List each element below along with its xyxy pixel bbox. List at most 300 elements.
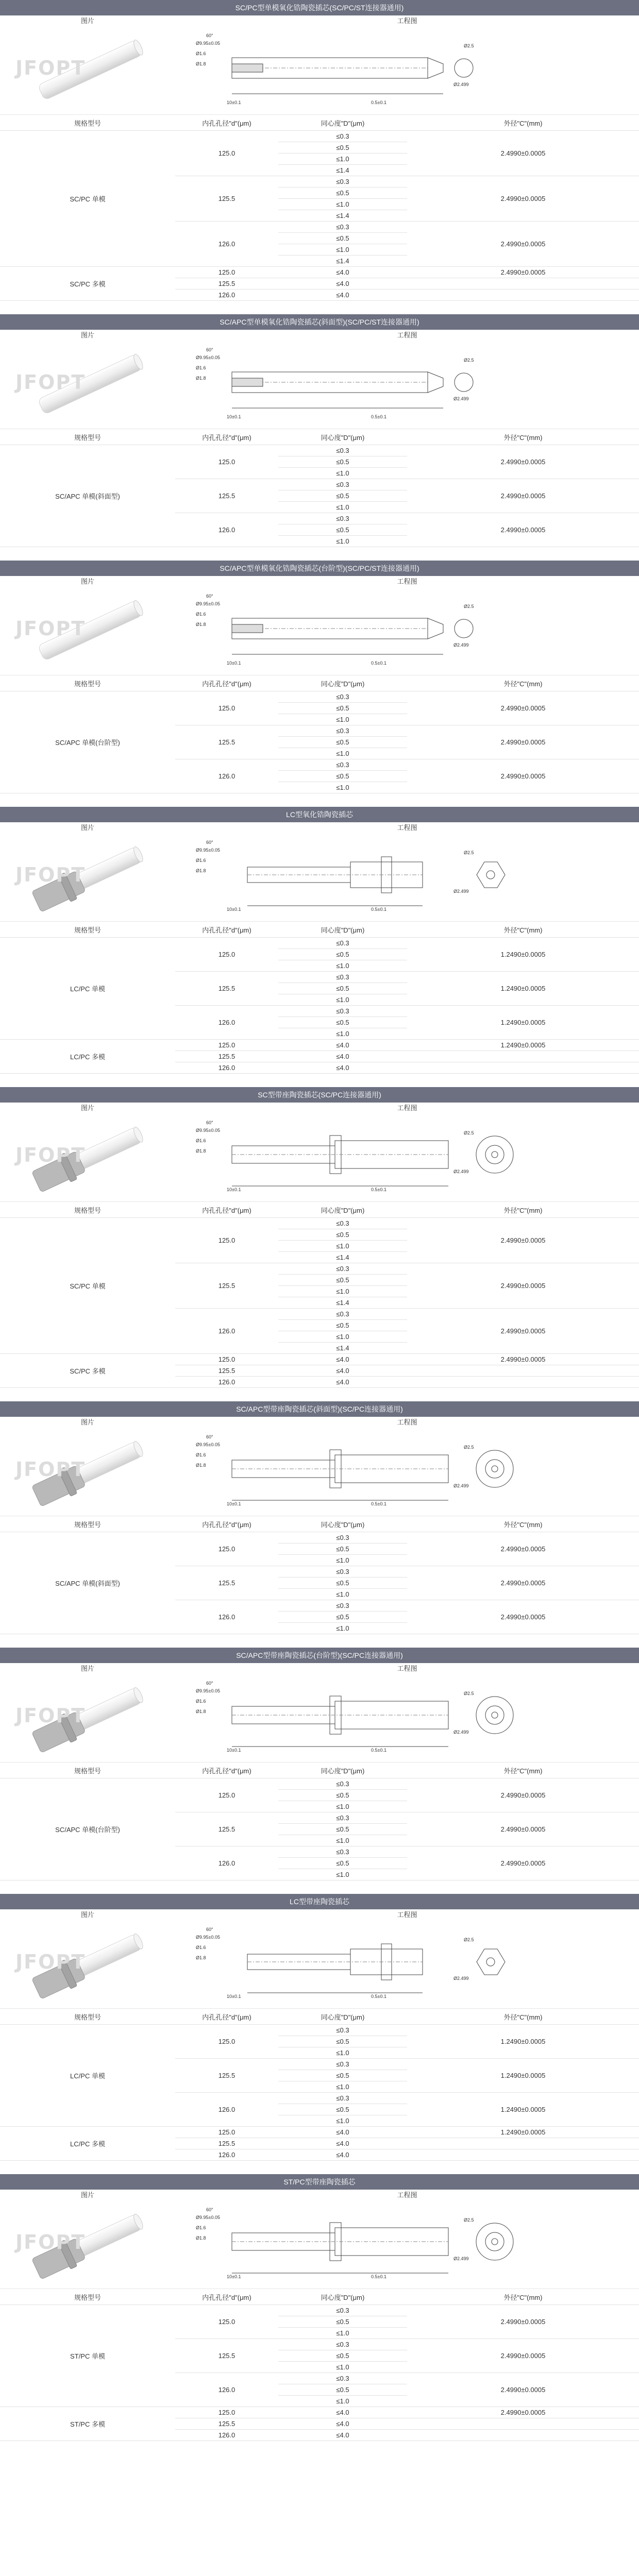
spec-header-model: 规格型号: [0, 1202, 175, 1218]
dimension-label-d2: Ø1.6: [196, 858, 206, 863]
dimension-label-d2: Ø1.6: [196, 365, 206, 370]
concentricity-cell: ≤0.5: [278, 1320, 407, 1331]
drawing-area: [175, 834, 639, 921]
concentricity-cell: ≤0.5: [278, 703, 407, 714]
spec-header-outer: 外径"C"(mm): [407, 2009, 639, 2025]
engineering-drawing: [175, 2201, 639, 2289]
dimension-label-d5: Ø2.5: [464, 1937, 474, 1942]
drawing-column-header: 工程图: [397, 824, 417, 832]
outer-diameter-cell: 2.4990±0.0005: [407, 759, 639, 793]
product-section: [0, 793, 639, 1074]
dimension-label-d3: Ø1.8: [196, 868, 206, 873]
dimension-label-d2: Ø1.6: [196, 1945, 206, 1950]
dimension-label-d4: 10±0.1: [227, 414, 241, 419]
model-cell: LC/PC 单模: [0, 938, 175, 1040]
spec-header-row: [0, 115, 639, 131]
dimension-label-d5: Ø2.5: [464, 850, 474, 855]
concentricity-cell: ≤0.3: [278, 972, 407, 983]
concentricity-cell: ≤0.5: [278, 1578, 407, 1589]
dimension-label-d7: 60°: [206, 840, 213, 845]
product-photo: [0, 1428, 175, 1516]
concentricity-cell: ≤1.0: [278, 1835, 407, 1846]
dimension-label-d6: Ø2.499: [453, 889, 469, 894]
outer-diameter-cell: 1.2490±0.0005: [407, 2059, 639, 2093]
dimension-label-d7: 60°: [206, 1927, 213, 1932]
spec-header-outer: 外径"C"(mm): [407, 675, 639, 691]
drawing-area: [175, 587, 639, 675]
inner-diameter-cell: 125.0: [175, 1532, 278, 1566]
concentricity-cell: ≤0.5: [278, 233, 407, 244]
dimension-label-d4: 10±0.1: [227, 907, 241, 912]
dimension-label-d3: Ø1.8: [196, 2235, 206, 2241]
concentricity-cell: ≤4.0: [278, 2149, 407, 2161]
outer-diameter-cell: 2.4990±0.0005: [407, 1532, 639, 1566]
dimension-label-d6: Ø2.499: [453, 1483, 469, 1488]
inner-diameter-cell: 126.0: [175, 2373, 278, 2407]
concentricity-cell: ≤4.0: [278, 2418, 407, 2430]
brand-watermark: JFOPT: [15, 863, 86, 886]
section-gap: [0, 1388, 639, 1401]
table-row: [0, 2407, 639, 2418]
concentricity-cell: ≤0.5: [278, 1790, 407, 1801]
dimension-label-d4: 10±0.1: [227, 1501, 241, 1506]
spec-header-model: 规格型号: [0, 2289, 175, 2305]
spec-header-row: [0, 429, 639, 445]
concentricity-cell: ≤1.0: [278, 1331, 407, 1343]
image-header-row: [0, 330, 639, 341]
table-row: [0, 938, 639, 949]
concentricity-cell: ≤0.5: [278, 490, 407, 502]
figure-row: [0, 27, 639, 115]
inner-diameter-cell: 126.0: [175, 1006, 278, 1040]
spec-header-row: [0, 675, 639, 691]
inner-diameter-cell: 125.5: [175, 725, 278, 759]
spec-header-conc: 同心度"D"(μm): [278, 115, 407, 131]
concentricity-cell: ≤0.3: [278, 131, 407, 142]
dimension-label-d1: Ø9.95±0.05: [196, 601, 220, 606]
brand-watermark: JFOPT: [15, 2231, 86, 2253]
product-photo: [0, 587, 175, 675]
concentricity-cell: ≤0.3: [278, 2059, 407, 2070]
dimension-label-d1: Ø9.95±0.05: [196, 1935, 220, 1940]
dimension-label-d1: Ø9.95±0.05: [196, 1688, 220, 1693]
spec-table: [0, 115, 639, 301]
outer-diameter-cell: 2.4990±0.0005: [407, 2305, 639, 2339]
concentricity-cell: ≤0.5: [278, 2104, 407, 2115]
spec-table: [0, 2009, 639, 2161]
spec-header-inner: 内孔孔径"d"(μm): [175, 922, 278, 938]
outer-diameter-cell: 1.2490±0.0005: [407, 2093, 639, 2127]
concentricity-cell: ≤1.0: [278, 199, 407, 210]
brand-watermark: JFOPT: [15, 1704, 86, 1727]
outer-diameter-cell: [407, 2418, 639, 2430]
dimension-label-d5: Ø2.5: [464, 43, 474, 48]
brand-watermark: JFOPT: [15, 1144, 86, 1166]
dimension-label-d5: Ø2.5: [464, 604, 474, 609]
dimension-label-d3: Ø1.8: [196, 1955, 206, 1960]
engineering-drawing: [175, 1674, 639, 1762]
concentricity-cell: ≤1.0: [278, 1623, 407, 1634]
inner-diameter-cell: 126.0: [175, 1062, 278, 1074]
concentricity-cell: ≤0.3: [278, 759, 407, 771]
spec-header-row: [0, 1202, 639, 1218]
product-photo: [0, 2201, 175, 2289]
inner-diameter-cell: 125.5: [175, 1566, 278, 1600]
concentricity-cell: ≤1.4: [278, 165, 407, 176]
concentricity-cell: ≤0.5: [278, 524, 407, 536]
spec-header-conc: 同心度"D"(μm): [278, 2289, 407, 2305]
product-section: [0, 0, 639, 301]
dimension-label-d2: Ø1.6: [196, 2225, 206, 2230]
concentricity-cell: ≤1.0: [278, 2115, 407, 2127]
dimension-label-d2: Ø1.6: [196, 51, 206, 56]
product-section: [0, 547, 639, 793]
concentricity-cell: ≤0.5: [278, 949, 407, 960]
figure-row: [0, 2201, 639, 2289]
inner-diameter-cell: 125.5: [175, 278, 278, 290]
spec-header-row: [0, 2289, 639, 2305]
spec-header-conc: 同心度"D"(μm): [278, 922, 407, 938]
inner-diameter-cell: 125.5: [175, 1263, 278, 1309]
engineering-drawing: [175, 341, 639, 429]
outer-diameter-cell: 2.4990±0.0005: [407, 1778, 639, 1812]
outer-diameter-cell: 2.4990±0.0005: [407, 1218, 639, 1263]
outer-diameter-cell: 2.4990±0.0005: [407, 1846, 639, 1880]
spec-header-outer: 外径"C"(mm): [407, 115, 639, 131]
spec-header-outer: 外径"C"(mm): [407, 429, 639, 445]
spec-header-row: [0, 922, 639, 938]
concentricity-cell: ≤4.0: [278, 1040, 407, 1051]
outer-diameter-cell: [407, 1051, 639, 1062]
table-row: [0, 267, 639, 278]
spec-header-row: [0, 2009, 639, 2025]
drawing-column-header: 工程图: [397, 2191, 417, 2199]
dimension-label-d6: Ø2.499: [453, 1169, 469, 1174]
dimension-label-d3: Ø1.8: [196, 1709, 206, 1714]
inner-diameter-cell: 125.0: [175, 2407, 278, 2418]
concentricity-cell: ≤0.3: [278, 1309, 407, 1320]
concentricity-cell: ≤1.0: [278, 2362, 407, 2373]
dimension-label-d4: 10±0.1: [227, 1748, 241, 1753]
table-row: [0, 131, 639, 142]
concentricity-cell: ≤1.0: [278, 748, 407, 759]
dimension-label-d2: Ø1.6: [196, 612, 206, 617]
drawing-area: [175, 1428, 639, 1516]
product-section: [0, 301, 639, 547]
image-column-header: 图片: [80, 1104, 94, 1112]
concentricity-cell: ≤0.3: [278, 222, 407, 233]
inner-diameter-cell: 126.0: [175, 1846, 278, 1880]
engineering-drawing: [175, 1921, 639, 2008]
dimension-label-d1: Ø9.95±0.05: [196, 1442, 220, 1447]
brand-watermark: JFOPT: [15, 1951, 86, 1973]
concentricity-cell: ≤4.0: [278, 278, 407, 290]
outer-diameter-cell: 2.4990±0.0005: [407, 176, 639, 222]
brand-watermark: JFOPT: [15, 57, 86, 79]
dimension-label-d3: Ø1.8: [196, 1463, 206, 1468]
dimension-label-d8: 0.5±0.1: [371, 1994, 386, 1999]
drawing-area: [175, 341, 639, 429]
table-row: [0, 2127, 639, 2138]
spec-header-conc: 同心度"D"(μm): [278, 1762, 407, 1778]
model-cell: SC/PC 单模: [0, 131, 175, 267]
model-cell: LC/PC 多模: [0, 1040, 175, 1074]
concentricity-cell: ≤4.0: [278, 1354, 407, 1365]
section-title: SC/APC型带座陶瓷插芯(台阶型)(SC/PC连接器通用): [0, 1648, 639, 1663]
outer-diameter-cell: 1.2490±0.0005: [407, 972, 639, 1006]
inner-diameter-cell: 125.0: [175, 691, 278, 725]
inner-diameter-cell: 125.5: [175, 1365, 278, 1377]
section-title: LC型氧化锆陶瓷插芯: [0, 807, 639, 822]
inner-diameter-cell: 126.0: [175, 2149, 278, 2161]
outer-diameter-cell: 2.4990±0.0005: [407, 2339, 639, 2373]
image-header-row: [0, 15, 639, 27]
figure-row: [0, 834, 639, 922]
concentricity-cell: ≤1.4: [278, 256, 407, 267]
concentricity-cell: ≤4.0: [278, 1051, 407, 1062]
dimension-label-d1: Ø9.95±0.05: [196, 2215, 220, 2220]
image-column-header: 图片: [80, 2191, 94, 2199]
inner-diameter-cell: 126.0: [175, 2093, 278, 2127]
dimension-label-d1: Ø9.95±0.05: [196, 41, 220, 46]
figure-row: [0, 587, 639, 675]
concentricity-cell: ≤0.5: [278, 2350, 407, 2362]
drawing-area: [175, 2201, 639, 2289]
dimension-label-d5: Ø2.5: [464, 358, 474, 363]
inner-diameter-cell: 126.0: [175, 513, 278, 547]
model-cell: ST/PC 单模: [0, 2305, 175, 2407]
concentricity-cell: ≤0.5: [278, 771, 407, 782]
outer-diameter-cell: 2.4990±0.0005: [407, 725, 639, 759]
concentricity-cell: ≤0.3: [278, 691, 407, 703]
dimension-label-d3: Ø1.8: [196, 376, 206, 381]
brand-watermark: JFOPT: [15, 371, 86, 394]
product-section: [0, 1388, 639, 1634]
dimension-label-d1: Ø9.95±0.05: [196, 1128, 220, 1133]
model-cell: SC/PC 多模: [0, 267, 175, 301]
concentricity-cell: ≤1.0: [278, 2328, 407, 2339]
dimension-label-d6: Ø2.499: [453, 1730, 469, 1735]
engineering-drawing: [175, 587, 639, 675]
inner-diameter-cell: 125.5: [175, 1812, 278, 1846]
inner-diameter-cell: 125.0: [175, 2305, 278, 2339]
image-column-header: 图片: [80, 1665, 94, 1672]
outer-diameter-cell: 2.4990±0.0005: [407, 1600, 639, 1634]
inner-diameter-cell: 125.0: [175, 2127, 278, 2138]
concentricity-cell: ≤0.3: [278, 513, 407, 524]
outer-diameter-cell: [407, 290, 639, 301]
concentricity-cell: ≤4.0: [278, 2138, 407, 2149]
concentricity-cell: ≤0.3: [278, 725, 407, 737]
concentricity-cell: ≤1.0: [278, 244, 407, 256]
section-title: SC/APC型单模氧化锆陶瓷插芯(台阶型)(SC/PC/ST连接器通用): [0, 561, 639, 576]
spec-table: [0, 1516, 639, 1634]
product-section: [0, 1880, 639, 2161]
figure-row: [0, 341, 639, 429]
section-title: SC/APC型带座陶瓷插芯(斜面型)(SC/PC连接器通用): [0, 1401, 639, 1417]
spec-header-inner: 内孔孔径"d"(μm): [175, 1202, 278, 1218]
concentricity-cell: ≤0.3: [278, 1846, 407, 1858]
dimension-label-d4: 10±0.1: [227, 660, 241, 666]
section-gap: [0, 2161, 639, 2174]
section-title: LC型带座陶瓷插芯: [0, 1894, 639, 1909]
dimension-label-d1: Ø9.95±0.05: [196, 848, 220, 853]
product-photo: [0, 1674, 175, 1762]
image-header-row: [0, 576, 639, 587]
concentricity-cell: ≤0.5: [278, 2036, 407, 2047]
inner-diameter-cell: 125.0: [175, 1354, 278, 1365]
dimension-label-d8: 0.5±0.1: [371, 1187, 386, 1192]
inner-diameter-cell: 125.0: [175, 1040, 278, 1051]
outer-diameter-cell: 1.2490±0.0005: [407, 1006, 639, 1040]
figure-row: [0, 1674, 639, 1762]
spec-header-inner: 内孔孔径"d"(μm): [175, 1516, 278, 1532]
concentricity-cell: ≤0.5: [278, 456, 407, 468]
concentricity-cell: ≤0.3: [278, 1006, 407, 1017]
spec-table: [0, 922, 639, 1074]
product-photo: [0, 27, 175, 114]
dimension-label-d6: Ø2.499: [453, 82, 469, 87]
table-row: [0, 1778, 639, 1790]
dimension-label-d5: Ø2.5: [464, 1691, 474, 1696]
drawing-column-header: 工程图: [397, 1104, 417, 1112]
inner-diameter-cell: 125.5: [175, 2418, 278, 2430]
concentricity-cell: ≤4.0: [278, 2127, 407, 2138]
table-row: [0, 1532, 639, 1544]
spec-header-row: [0, 1516, 639, 1532]
drawing-area: [175, 1674, 639, 1762]
dimension-label-d4: 10±0.1: [227, 1994, 241, 1999]
dimension-label-d2: Ø1.6: [196, 1699, 206, 1704]
concentricity-cell: ≤0.3: [278, 938, 407, 949]
inner-diameter-cell: 125.5: [175, 2138, 278, 2149]
dimension-label-d8: 0.5±0.1: [371, 414, 386, 419]
inner-diameter-cell: 125.0: [175, 938, 278, 972]
image-column-header: 图片: [80, 578, 94, 585]
table-row: [0, 1040, 639, 1051]
spec-header-inner: 内孔孔径"d"(μm): [175, 675, 278, 691]
spec-header-row: [0, 1762, 639, 1778]
concentricity-cell: ≤1.0: [278, 1589, 407, 1600]
section-gap: [0, 1634, 639, 1648]
concentricity-cell: ≤1.0: [278, 994, 407, 1006]
model-cell: ST/PC 多模: [0, 2407, 175, 2441]
spec-table: [0, 1202, 639, 1388]
model-cell: SC/PC 单模: [0, 1218, 175, 1354]
dimension-label-d6: Ø2.499: [453, 2256, 469, 2261]
figure-row: [0, 1428, 639, 1516]
outer-diameter-cell: 1.2490±0.0005: [407, 1040, 639, 1051]
dimension-label-d6: Ø2.499: [453, 642, 469, 648]
outer-diameter-cell: 2.4990±0.0005: [407, 2407, 639, 2418]
product-photo: [0, 1114, 175, 1201]
spec-table: [0, 675, 639, 793]
outer-diameter-cell: 2.4990±0.0005: [407, 267, 639, 278]
concentricity-cell: ≤1.0: [278, 502, 407, 513]
spec-header-conc: 同心度"D"(μm): [278, 2009, 407, 2025]
outer-diameter-cell: 2.4990±0.0005: [407, 1263, 639, 1309]
outer-diameter-cell: 1.2490±0.0005: [407, 938, 639, 972]
inner-diameter-cell: 125.0: [175, 2025, 278, 2059]
spec-header-inner: 内孔孔径"d"(μm): [175, 2009, 278, 2025]
concentricity-cell: ≤1.0: [278, 714, 407, 725]
product-section: [0, 1074, 639, 1388]
inner-diameter-cell: 125.0: [175, 1778, 278, 1812]
table-row: [0, 2305, 639, 2316]
spec-header-inner: 内孔孔径"d"(μm): [175, 429, 278, 445]
section-gap: [0, 1880, 639, 1894]
dimension-label-d6: Ø2.499: [453, 1976, 469, 1981]
concentricity-cell: ≤0.5: [278, 1612, 407, 1623]
image-column-header: 图片: [80, 17, 94, 25]
drawing-column-header: 工程图: [397, 578, 417, 585]
spec-header-conc: 同心度"D"(μm): [278, 675, 407, 691]
section-title: SC/APC型单模氧化锆陶瓷插芯(斜面型)(SC/PC/ST连接器通用): [0, 314, 639, 330]
dimension-label-d7: 60°: [206, 33, 213, 38]
spec-header-conc: 同心度"D"(μm): [278, 1202, 407, 1218]
outer-diameter-cell: 2.4990±0.0005: [407, 1309, 639, 1354]
image-column-header: 图片: [80, 1418, 94, 1426]
spec-table: [0, 1762, 639, 1880]
engineering-drawing: [175, 1114, 639, 1201]
spec-header-outer: 外径"C"(mm): [407, 1202, 639, 1218]
inner-diameter-cell: 125.0: [175, 445, 278, 479]
spec-header-outer: 外径"C"(mm): [407, 1762, 639, 1778]
product-photo: [0, 834, 175, 921]
brand-watermark: JFOPT: [15, 617, 86, 640]
concentricity-cell: ≤0.5: [278, 1017, 407, 1028]
concentricity-cell: ≤1.4: [278, 210, 407, 222]
spec-header-model: 规格型号: [0, 2009, 175, 2025]
inner-diameter-cell: 126.0: [175, 2430, 278, 2441]
drawing-area: [175, 27, 639, 114]
dimension-label-d8: 0.5±0.1: [371, 100, 386, 105]
dimension-label-d7: 60°: [206, 594, 213, 599]
concentricity-cell: ≤4.0: [278, 1377, 407, 1388]
dimension-label-d7: 60°: [206, 2207, 213, 2212]
concentricity-cell: ≤0.3: [278, 2373, 407, 2384]
drawing-column-header: 工程图: [397, 17, 417, 25]
inner-diameter-cell: 126.0: [175, 1377, 278, 1388]
outer-diameter-cell: 2.4990±0.0005: [407, 1812, 639, 1846]
spec-header-inner: 内孔孔径"d"(μm): [175, 115, 278, 131]
concentricity-cell: ≤1.0: [278, 1801, 407, 1812]
concentricity-cell: ≤1.0: [278, 1028, 407, 1040]
brand-watermark: JFOPT: [15, 1458, 86, 1481]
section-title: SC型带座陶瓷插芯(SC/PC连接器通用): [0, 1087, 639, 1103]
dimension-label-d8: 0.5±0.1: [371, 2274, 386, 2279]
concentricity-cell: ≤0.5: [278, 1824, 407, 1835]
outer-diameter-cell: 2.4990±0.0005: [407, 445, 639, 479]
dimension-label-d3: Ø1.8: [196, 1148, 206, 1154]
outer-diameter-cell: 2.4990±0.0005: [407, 691, 639, 725]
concentricity-cell: ≤0.3: [278, 2093, 407, 2104]
dimension-label-d7: 60°: [206, 347, 213, 352]
drawing-area: [175, 1921, 639, 2008]
concentricity-cell: ≤0.5: [278, 1544, 407, 1555]
spec-header-conc: 同心度"D"(μm): [278, 429, 407, 445]
concentricity-cell: ≤0.3: [278, 2339, 407, 2350]
inner-diameter-cell: 125.5: [175, 1051, 278, 1062]
concentricity-cell: ≤0.3: [278, 1812, 407, 1824]
image-header-row: [0, 1103, 639, 1114]
outer-diameter-cell: 2.4990±0.0005: [407, 513, 639, 547]
model-cell: SC/APC 单模(台阶型): [0, 691, 175, 793]
table-row: [0, 691, 639, 703]
outer-diameter-cell: [407, 2430, 639, 2441]
drawing-column-header: 工程图: [397, 1911, 417, 1919]
section-gap: [0, 1074, 639, 1087]
